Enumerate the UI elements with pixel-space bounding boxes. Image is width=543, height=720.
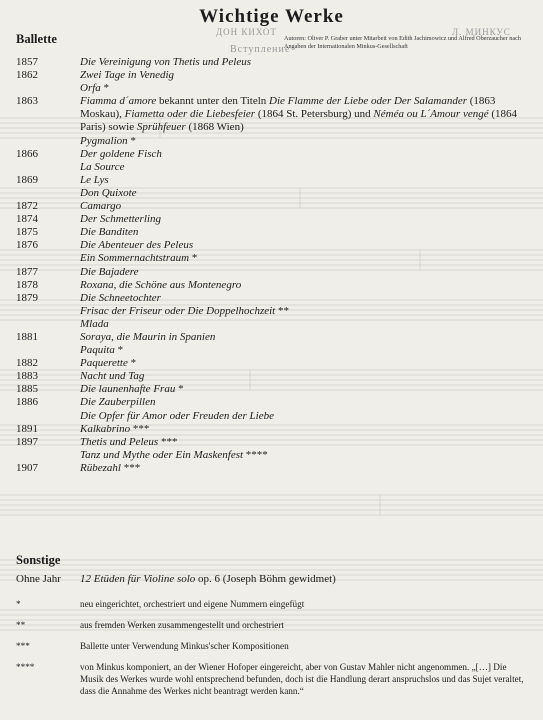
work-year: 1857 xyxy=(16,56,38,68)
footnote-text: aus fremden Werken zusammengestellt und orchestriert xyxy=(80,620,284,630)
work-year: 1881 xyxy=(16,330,38,343)
work-year: 1876 xyxy=(16,239,38,252)
work-year: 1874 xyxy=(16,213,38,226)
work-title-italic: Orfa xyxy=(80,82,101,95)
work-title-note: * xyxy=(127,134,136,147)
ballet-row xyxy=(16,69,532,82)
work-title-italic: Die Flamme der Liebe oder Der Salamander xyxy=(269,95,467,108)
footnote-text: Ballette unter Verwendung Minkus'scher Kompositionen xyxy=(80,641,289,651)
work-title xyxy=(80,252,532,265)
ballet-row xyxy=(16,95,532,134)
work-year: 1879 xyxy=(16,291,38,304)
work-title-italic: Ein Sommernachtstraum xyxy=(80,252,190,265)
work-year: 1866 xyxy=(16,147,38,160)
ballet-row xyxy=(16,383,532,396)
work-title-italic: Don Quixote xyxy=(80,186,137,199)
work-title-italic: Paquerette xyxy=(80,357,128,370)
ballet-row xyxy=(16,370,532,383)
work-title-italic: Die Bajadere xyxy=(80,265,139,278)
footnote xyxy=(16,640,532,652)
work-title xyxy=(80,69,532,82)
ballet-row xyxy=(16,239,532,252)
footnotes xyxy=(16,598,532,706)
work-title-italic: La Source xyxy=(80,160,125,173)
work-title xyxy=(80,436,532,449)
work-title xyxy=(80,331,532,344)
work-title-note: (1864 Paris) sowie xyxy=(80,108,518,134)
footnote-mark: **** xyxy=(16,662,35,672)
work-title xyxy=(80,226,532,239)
work-title-note: * xyxy=(175,383,184,396)
work-year: 1885 xyxy=(16,383,38,396)
work-title-italic: Frisac der Friseur oder Die Doppelhochzeit xyxy=(80,304,276,317)
work-title-note: *** xyxy=(158,435,178,448)
ballet-row xyxy=(16,174,532,187)
work-title xyxy=(80,135,532,148)
watermark-composer: Л. МИНКУС xyxy=(452,27,511,37)
work-title-italic: 12 Etüden für Violine solo xyxy=(80,573,196,585)
other-work-row xyxy=(16,573,532,586)
work-title-italic: Die launenhafte Frau xyxy=(80,383,176,396)
ballet-row xyxy=(16,396,532,409)
work-title xyxy=(80,344,532,357)
work-title-note: **** xyxy=(243,448,268,461)
ballet-row xyxy=(16,56,532,69)
footnote-text: neu eingerichtet, orchestriert und eigene Nummern eingefügt xyxy=(80,599,305,609)
work-title xyxy=(80,318,532,331)
work-title-note: * xyxy=(100,82,110,95)
work-title xyxy=(80,200,532,213)
ballet-row xyxy=(16,226,532,239)
work-year: 1886 xyxy=(16,396,38,409)
ballet-row xyxy=(16,436,532,449)
ballet-row xyxy=(16,292,532,305)
ballet-row xyxy=(16,148,532,161)
ballet-list xyxy=(16,56,532,475)
work-title-italic: Roxana, die Schöne aus Montenegro xyxy=(80,278,242,291)
work-title-note: (1863 Moskau), xyxy=(80,95,496,121)
watermark-intro: Вступление xyxy=(230,44,291,55)
work-title-italic: Kalkabrino xyxy=(80,422,131,435)
ballet-row xyxy=(16,252,532,265)
work-title-note: * xyxy=(127,357,137,370)
ballet-row xyxy=(16,213,532,226)
work-title xyxy=(80,56,532,69)
work-title xyxy=(80,410,532,423)
work-title-italic: Camargo xyxy=(80,200,122,213)
footnote xyxy=(16,619,532,631)
work-title-italic: Zwei Tage in Venedig xyxy=(80,69,175,82)
work-title-italic: Die Banditen xyxy=(80,226,139,239)
work-title-italic: Der Schmetterling xyxy=(80,213,161,226)
ballet-row xyxy=(16,357,532,370)
work-title xyxy=(80,266,532,279)
work-year: 1862 xyxy=(16,69,38,82)
ballet-row xyxy=(16,187,532,200)
work-title-italic: Thetis und Peleus xyxy=(80,435,159,448)
ballet-row xyxy=(16,82,532,95)
work-title-italic: Die Vereinigung von Thetis und Peleus xyxy=(80,56,251,68)
ballet-row xyxy=(16,266,532,279)
work-year: 1877 xyxy=(16,265,38,278)
work-title xyxy=(80,82,532,95)
ballet-row xyxy=(16,318,532,331)
work-year: 1878 xyxy=(16,278,38,291)
work-title xyxy=(80,423,532,436)
ballet-row xyxy=(16,161,532,174)
footnote-mark: ** xyxy=(16,620,26,630)
work-title-note: *** xyxy=(120,461,141,474)
work-year: 1863 xyxy=(16,95,38,108)
ballet-row xyxy=(16,305,532,318)
work-title-italic: Der goldene Fisch xyxy=(80,147,162,160)
ballet-row xyxy=(16,344,532,357)
work-title-note: bekannt unter den Titeln xyxy=(156,95,270,108)
ballet-row xyxy=(16,331,532,344)
work-title xyxy=(80,449,532,462)
work-title-italic: Paquita xyxy=(80,344,115,357)
work-title-italic: Die Schneetochter xyxy=(80,291,161,304)
work-title xyxy=(80,305,532,318)
page-title: Wichtige Werke xyxy=(199,6,344,27)
work-title-note: (1868 Wien) xyxy=(185,121,244,134)
section-heading-ballets: Ballette xyxy=(16,32,57,46)
work-title-note: * xyxy=(189,252,198,265)
work-title-italic: Die Zauberpillen xyxy=(80,396,156,409)
work-title xyxy=(80,462,532,475)
work-title xyxy=(80,383,532,396)
work-title xyxy=(80,148,532,161)
work-title-note: (1864 St. Petersburg) und xyxy=(255,108,374,121)
footnote-text: von Minkus komponiert, an der Wiener Hofoper eingereicht, aber von Gustav Mahler nicht angenommen. „[…] Die Musik des Werkes wurde wohl entsprechend befunden, doch ist die Handlung derart anspruchslos und das Sujet veraltet, dass die Annahme des Werkes nicht beantragt werden kann.“ xyxy=(80,662,524,696)
work-title-italic: Tanz und Mythe oder Ein Maskenfest xyxy=(80,448,244,461)
work-title-note: * xyxy=(114,344,124,357)
footnote-mark: *** xyxy=(16,641,30,651)
work-title-italic: Fiametta oder die Liebesfeier xyxy=(124,108,256,121)
work-year: 1869 xyxy=(16,173,38,186)
work-title-italic: Pygmalion xyxy=(80,134,128,147)
work-title xyxy=(80,370,532,383)
ballet-row xyxy=(16,410,532,423)
work-title xyxy=(80,279,532,292)
work-title xyxy=(80,396,532,409)
work-title-italic: Die Opfer für Amor oder Freuden der Liebe xyxy=(80,409,274,422)
work-title xyxy=(80,573,532,586)
work-title xyxy=(80,95,532,134)
work-title xyxy=(80,292,532,305)
work-title-note: *** xyxy=(130,422,150,435)
work-title-italic: Néméa ou L´Amour vengé xyxy=(373,108,489,121)
section-heading-other: Sonstige xyxy=(16,553,61,567)
work-title xyxy=(80,161,532,174)
ballet-row xyxy=(16,423,532,436)
work-title-italic: Die Abenteuer des Peleus xyxy=(80,239,194,252)
ballet-row xyxy=(16,200,532,213)
work-title-italic: Nacht und Tag xyxy=(80,370,145,383)
work-title-italic: Soraya, die Maurin in Spanien xyxy=(80,330,216,343)
work-year: 1882 xyxy=(16,357,38,370)
footnote-mark: * xyxy=(16,599,21,609)
ballet-row xyxy=(16,449,532,462)
other-works-list xyxy=(16,573,532,586)
work-title-note: op. 6 (Joseph Böhm gewidmet) xyxy=(195,573,336,585)
work-title-italic: Fiamma d´amore xyxy=(80,95,157,108)
work-title xyxy=(80,239,532,252)
work-year: Ohne Jahr xyxy=(16,573,61,585)
footnote xyxy=(16,661,532,697)
work-year: 1891 xyxy=(16,422,38,435)
footnote xyxy=(16,598,532,610)
work-title-italic: Sprühfeuer xyxy=(136,121,186,134)
work-title xyxy=(80,357,532,370)
work-year: 1907 xyxy=(16,461,38,474)
ballet-row xyxy=(16,279,532,292)
work-title-italic: Rübezahl xyxy=(80,461,121,474)
work-year: 1872 xyxy=(16,200,38,213)
work-year: 1897 xyxy=(16,435,38,448)
work-title-italic: Le Lys xyxy=(80,173,109,186)
work-year: 1883 xyxy=(16,370,38,383)
work-title-note: ** xyxy=(275,304,289,317)
ballet-row xyxy=(16,462,532,475)
authors-note: Autoren: Oliver P. Graber unter Mitarbeit von Edith Jachimowicz und Alfred Oberzaucher nach Angaben der Internationalen Minkus-Gesellschaft xyxy=(284,35,521,51)
work-title xyxy=(80,213,532,226)
watermark-title: ДОН КИХОТ xyxy=(216,27,277,37)
ballet-row xyxy=(16,135,532,148)
work-year: 1875 xyxy=(16,226,38,239)
work-title xyxy=(80,187,532,200)
work-title-italic: Mlada xyxy=(80,317,109,330)
work-title xyxy=(80,174,532,187)
